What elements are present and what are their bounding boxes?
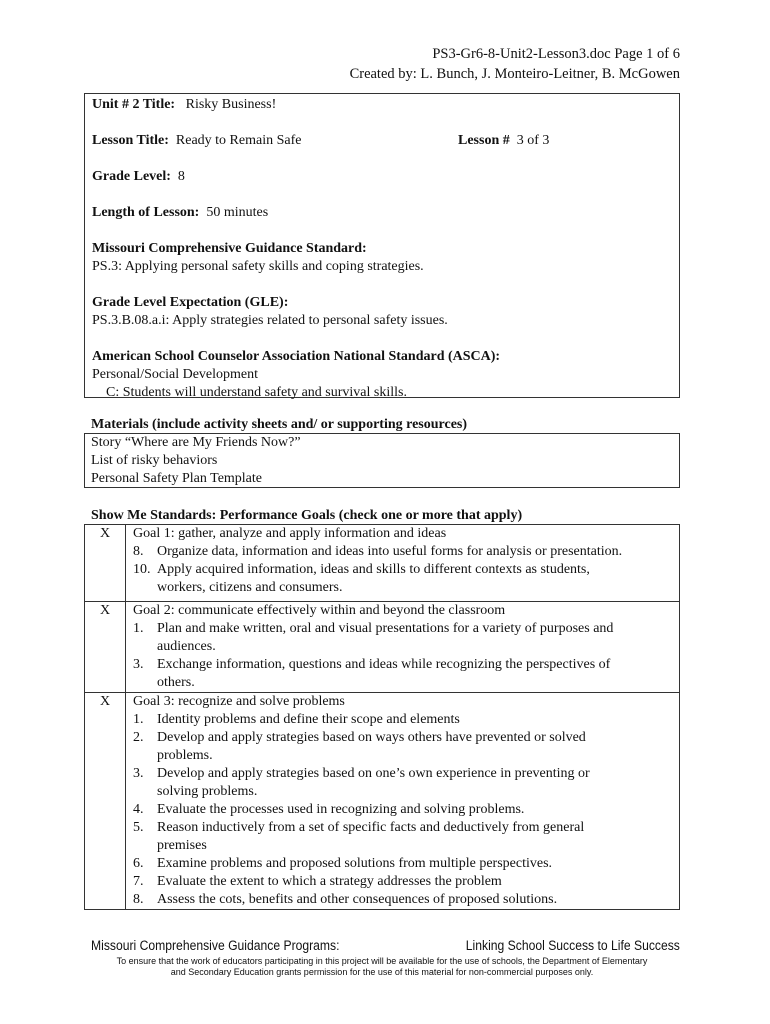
lesson-length-label: Length of Lesson:: [92, 205, 200, 220]
goal-item: 3. Exchange information, questions and ideas while recognizing the perspectives of others.: [133, 657, 611, 690]
goal-title: Goal 1: gather, analyze and apply information and ideas: [133, 526, 447, 541]
materials-title: Materials (include activity sheets and/ or supporting resources): [91, 417, 468, 432]
goal-item: 5. Reason inductively from a set of specific facts and deductively from general premises: [133, 820, 585, 853]
goal-item: 4. Evaluate the processes used in recognizing and solving problems.: [133, 802, 525, 817]
asca-line-1: Personal/Social Development: [92, 367, 259, 382]
goal-content: [126, 602, 680, 693]
materials-item: Personal Safety Plan Template: [91, 471, 263, 486]
header-authors: Created by: L. Bunch, J. Monteiro-Leitner, B. McGowen: [349, 66, 680, 82]
gle-value: PS.3.B.08.a.i: Apply strategies related to personal safety issues.: [92, 313, 448, 328]
goal-row: [85, 693, 680, 910]
asca-label: American School Counselor Association National Standard (ASCA):: [92, 349, 501, 364]
goal-item: 3. Develop and apply strategies based on one’s own experience in preventing or solving problems.: [133, 766, 590, 799]
mcgs-value: PS.3: Applying personal safety skills and coping strategies.: [92, 259, 424, 274]
goal-content: [126, 525, 680, 602]
grade-level-label: Grade Level:: [92, 169, 171, 184]
page-header: [350, 44, 680, 84]
goal-item: 8. Organize data, information and ideas into useful forms for analysis or presentation.: [133, 544, 623, 559]
mcgs-label: Missouri Comprehensive Guidance Standard:: [92, 241, 367, 256]
goal-item: 8. Assess the cots, benefits and other consequences of proposed solutions.: [133, 892, 558, 907]
lesson-number-label: Lesson #: [458, 133, 510, 148]
goal-item: 1. Plan and make written, oral and visual presentations for a variety of purposes and audiences.: [133, 621, 614, 654]
lesson-number-value: 3 of 3: [516, 133, 550, 148]
header-filename: PS3-Gr6-8-Unit2-Lesson3.doc Page 1 of 6: [432, 46, 680, 62]
unit-title-label: Unit # 2 Title:: [92, 97, 176, 112]
unit-title-value: Risky Business!: [185, 97, 277, 112]
lesson-title-label: Lesson Title:: [92, 133, 169, 148]
goal-title: Goal 2: communicate effectively within and beyond the classroom: [133, 603, 506, 618]
lesson-title-value: Ready to Remain Safe: [175, 133, 302, 148]
show-me-title: Show Me Standards: Performance Goals (check one or more that apply): [91, 508, 523, 523]
footer-right: Linking School Success to Life Success: [465, 938, 680, 953]
materials-item: Story “Where are My Friends Now?”: [91, 435, 301, 450]
goal-item: 10. Apply acquired information, ideas and skills to different contexts as students, workers, citizens and consumers.: [133, 562, 590, 595]
lesson-length-value: 50 minutes: [206, 205, 269, 220]
lesson-info-box: [84, 93, 680, 398]
goal-check: X: [85, 693, 126, 910]
gle-label: Grade Level Expectation (GLE):: [92, 295, 289, 310]
goal-row: [85, 525, 680, 602]
asca-line-2: C: Students will understand safety and survival skills.: [106, 385, 407, 400]
footer-permission-line-2: and Secondary Education grants permission for the use of this material for non-commercial purposes only.: [170, 967, 594, 977]
goal-check: X: [85, 525, 126, 602]
goal-item: 1. Identity problems and define their scope and elements: [133, 712, 460, 727]
materials-box: [84, 433, 680, 488]
goal-check: X: [85, 602, 126, 693]
goal-item: 7. Evaluate the extent to which a strategy addresses the problem: [133, 874, 502, 889]
grade-level-value: 8: [177, 169, 185, 184]
goal-item: 2. Develop and apply strategies based on ways others have prevented or solved problems.: [133, 730, 586, 763]
footer-left: Missouri Comprehensive Guidance Programs:: [91, 938, 340, 953]
goal-content: [126, 693, 680, 910]
footer-permission-line-1: To ensure that the work of educators participating in this project will be available for the use of schools, the Department of Elementary: [116, 956, 648, 966]
performance-goals-table: [84, 524, 680, 910]
materials-item: List of risky behaviors: [91, 453, 218, 468]
goal-row: [85, 602, 680, 693]
goal-item: 6. Examine problems and proposed solutions from multiple perspectives.: [133, 856, 553, 871]
goal-title: Goal 3: recognize and solve problems: [133, 694, 345, 709]
